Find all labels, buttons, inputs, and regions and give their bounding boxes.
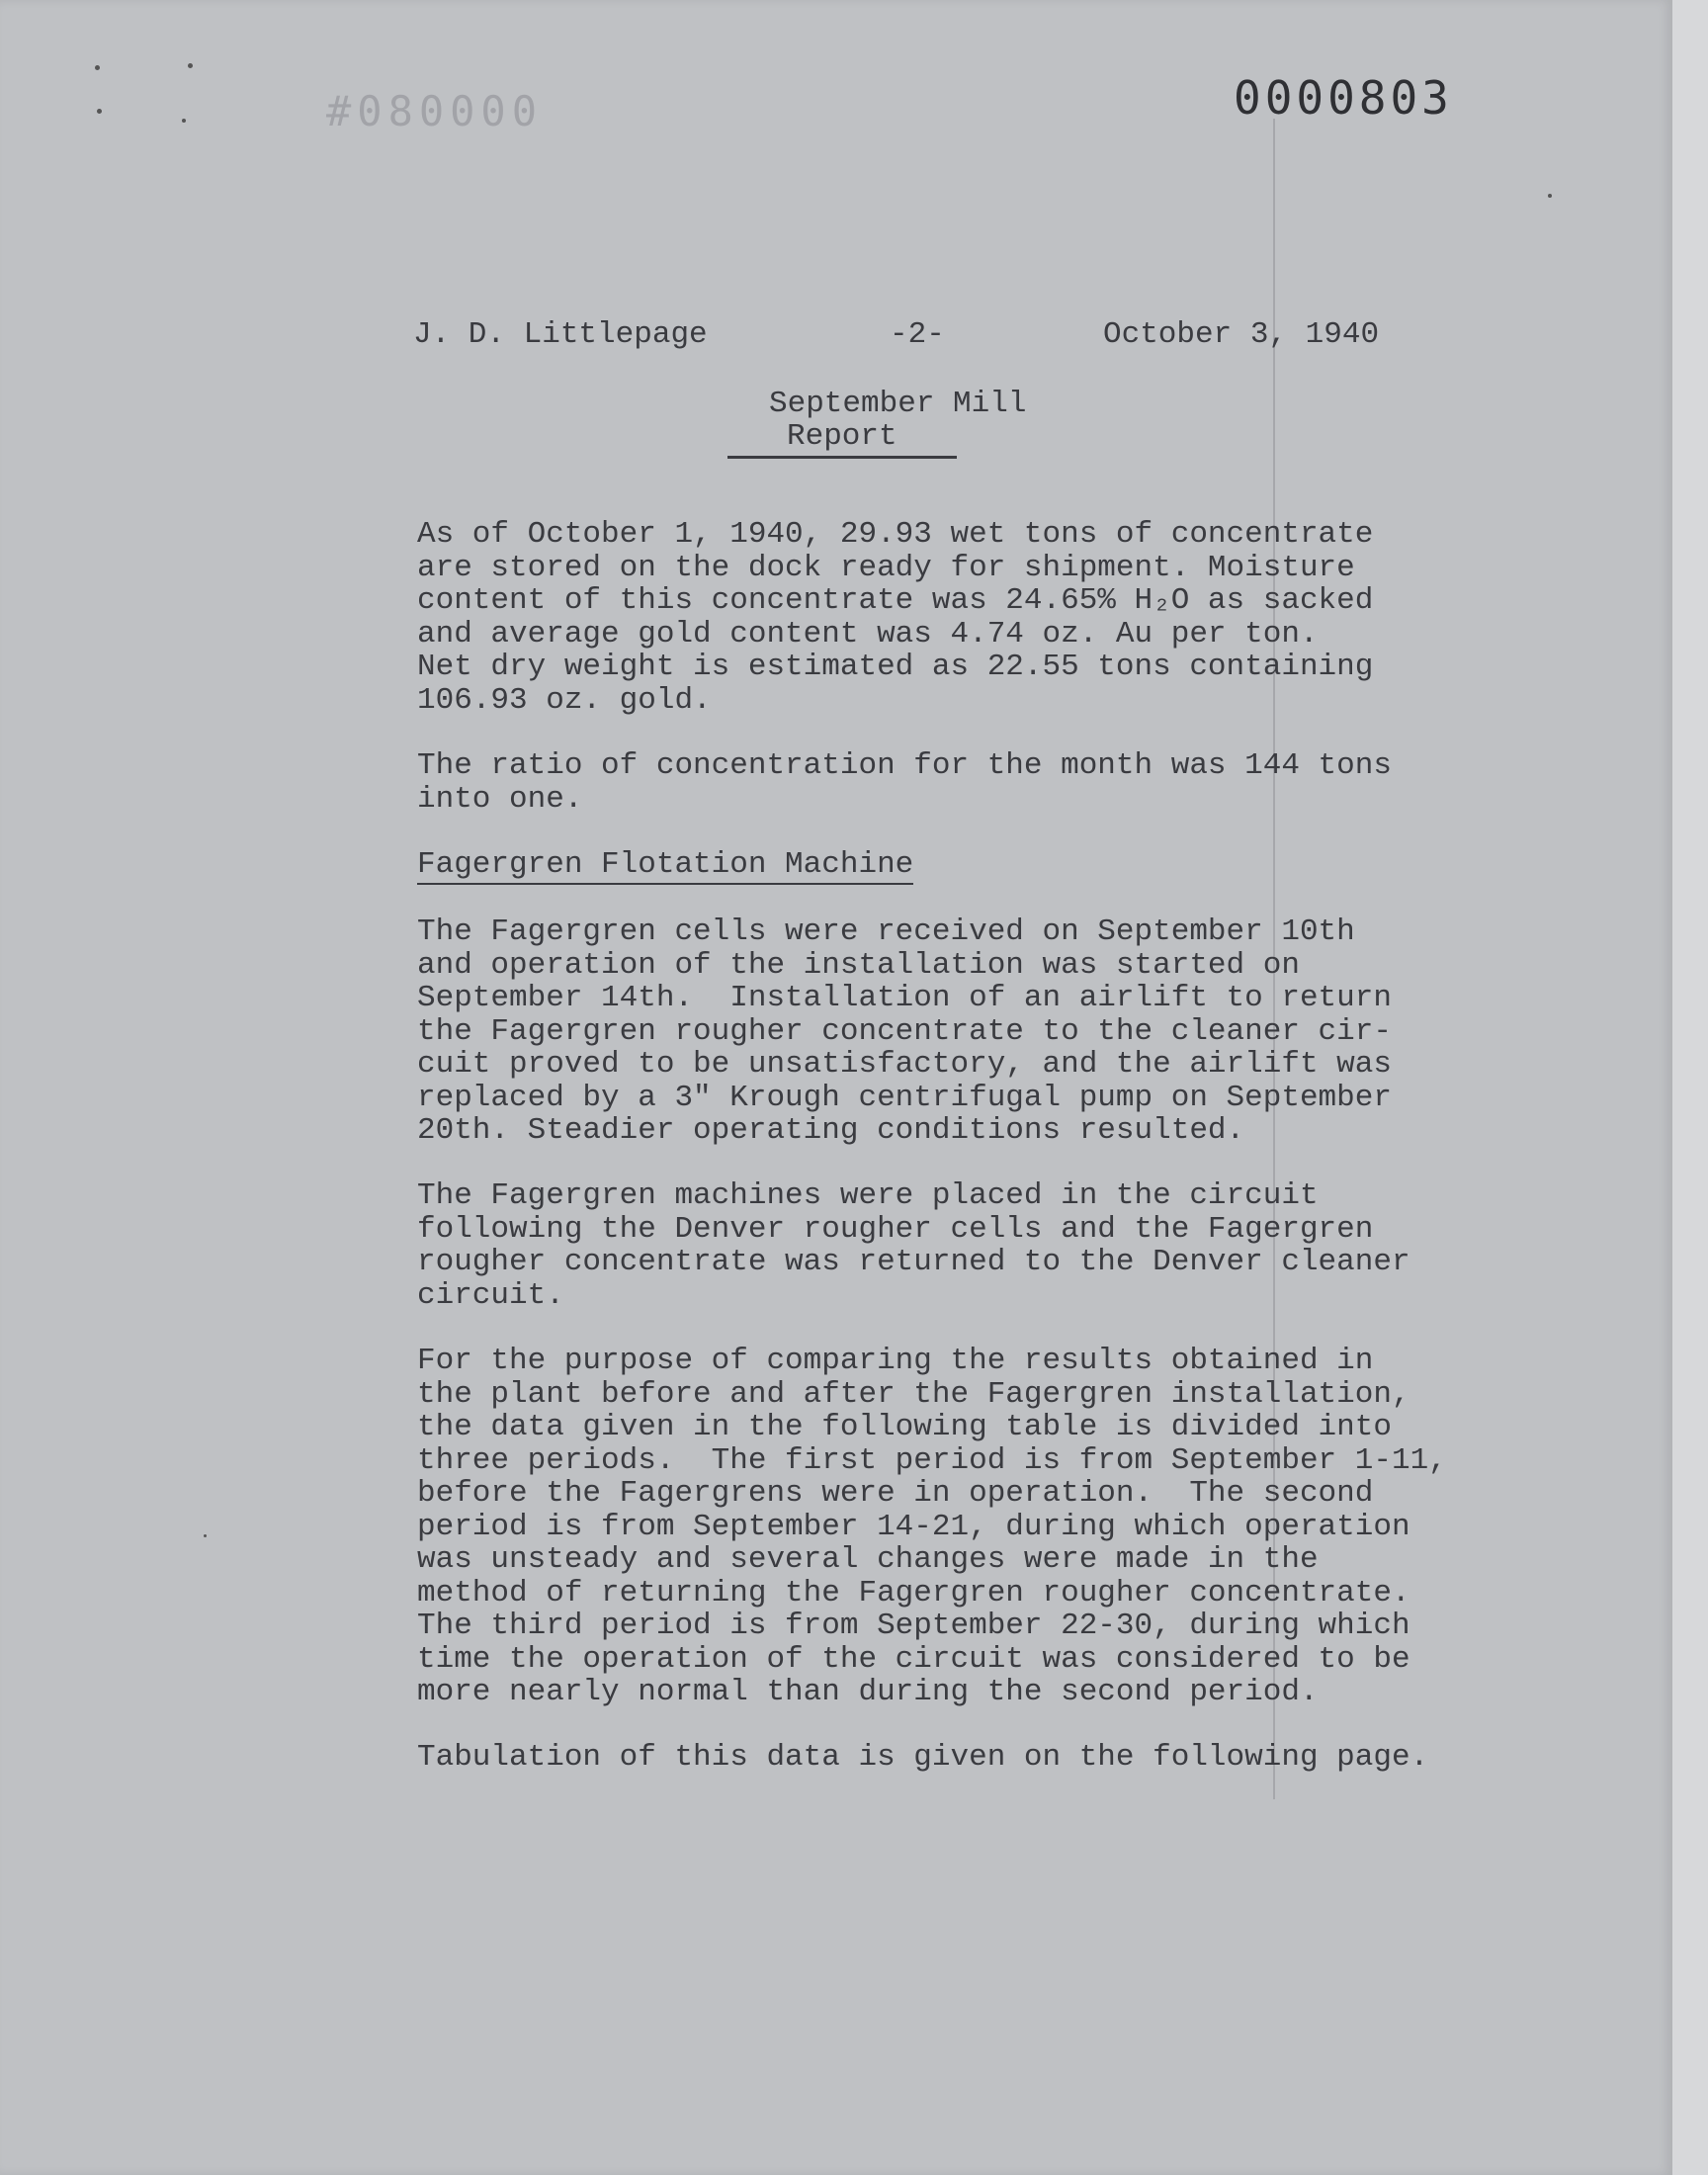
paper-speck [97, 109, 102, 114]
paper-speck [182, 119, 186, 123]
report-title-line1: September Mill [769, 387, 1027, 421]
paper-speck [95, 65, 100, 70]
paragraph-tabulation-note: Tabulation of this data is given on the following page. [417, 1740, 1429, 1775]
page-edge [1672, 0, 1708, 2175]
letter-header [0, 318, 1672, 354]
paragraph-fagergren-circuit: The Fagergren machines were placed in the circuit following the Denver rougher cells and the Fagergren rougher concentrate was returned to the Denver cleaner circuit. [417, 1178, 1410, 1313]
report-title-line2: Report [727, 420, 957, 459]
page-marker: -2- [890, 317, 945, 352]
paper-speck [204, 1534, 207, 1537]
section-heading: Fagergren Flotation Machine [417, 848, 913, 885]
faint-stamp-number: #080000 [326, 87, 544, 135]
paragraph-fagergren-installation: The Fagergren cells were received on September 10th and operation of the installation was started on September 14th. Installation of an airlift to return the Fagergren rougher concentrate to the cleaner cir- cuit proved to be unsatisfactory, and the airlift was replaced by a 3" Krough centrifugal pump on September 20th. Steadier operating conditions resulted. [417, 914, 1392, 1148]
paragraph-concentration-ratio: The ratio of concentration for the month was 144 tons into one. [417, 748, 1392, 817]
paragraph-periods: For the purpose of comparing the results obtained in the plant before and after the Fagergren installation, the data given in the following table is divided into three periods. The first period is from September 1-11, before the Fagergrens were in operation. The second period is from September 14-21, during which operation was unsteady and several changes were made in the method of returning the Fagergren rougher concentrate. The third period is from September 22-30, during which time the operation of the circuit was considered to be more nearly normal than during the second period. [417, 1344, 1447, 1709]
paper-speck [1548, 194, 1552, 198]
addressee: J. D. Littlepage [413, 317, 708, 352]
document-number: 0000803 [1234, 71, 1453, 125]
paragraph-concentrate-storage: As of October 1, 1940, 29.93 wet tons of concentrate are stored on the dock ready for shipment. Moisture content of this concentrate was 24.65% H₂O as sacked and average gold content was 4.74 oz. Au per ton. Net dry weight is estimated as 22.55 tons containing 106.93 oz. gold. [417, 517, 1374, 718]
letter-date: October 3, 1940 [1103, 317, 1380, 352]
paper-speck [188, 63, 193, 68]
